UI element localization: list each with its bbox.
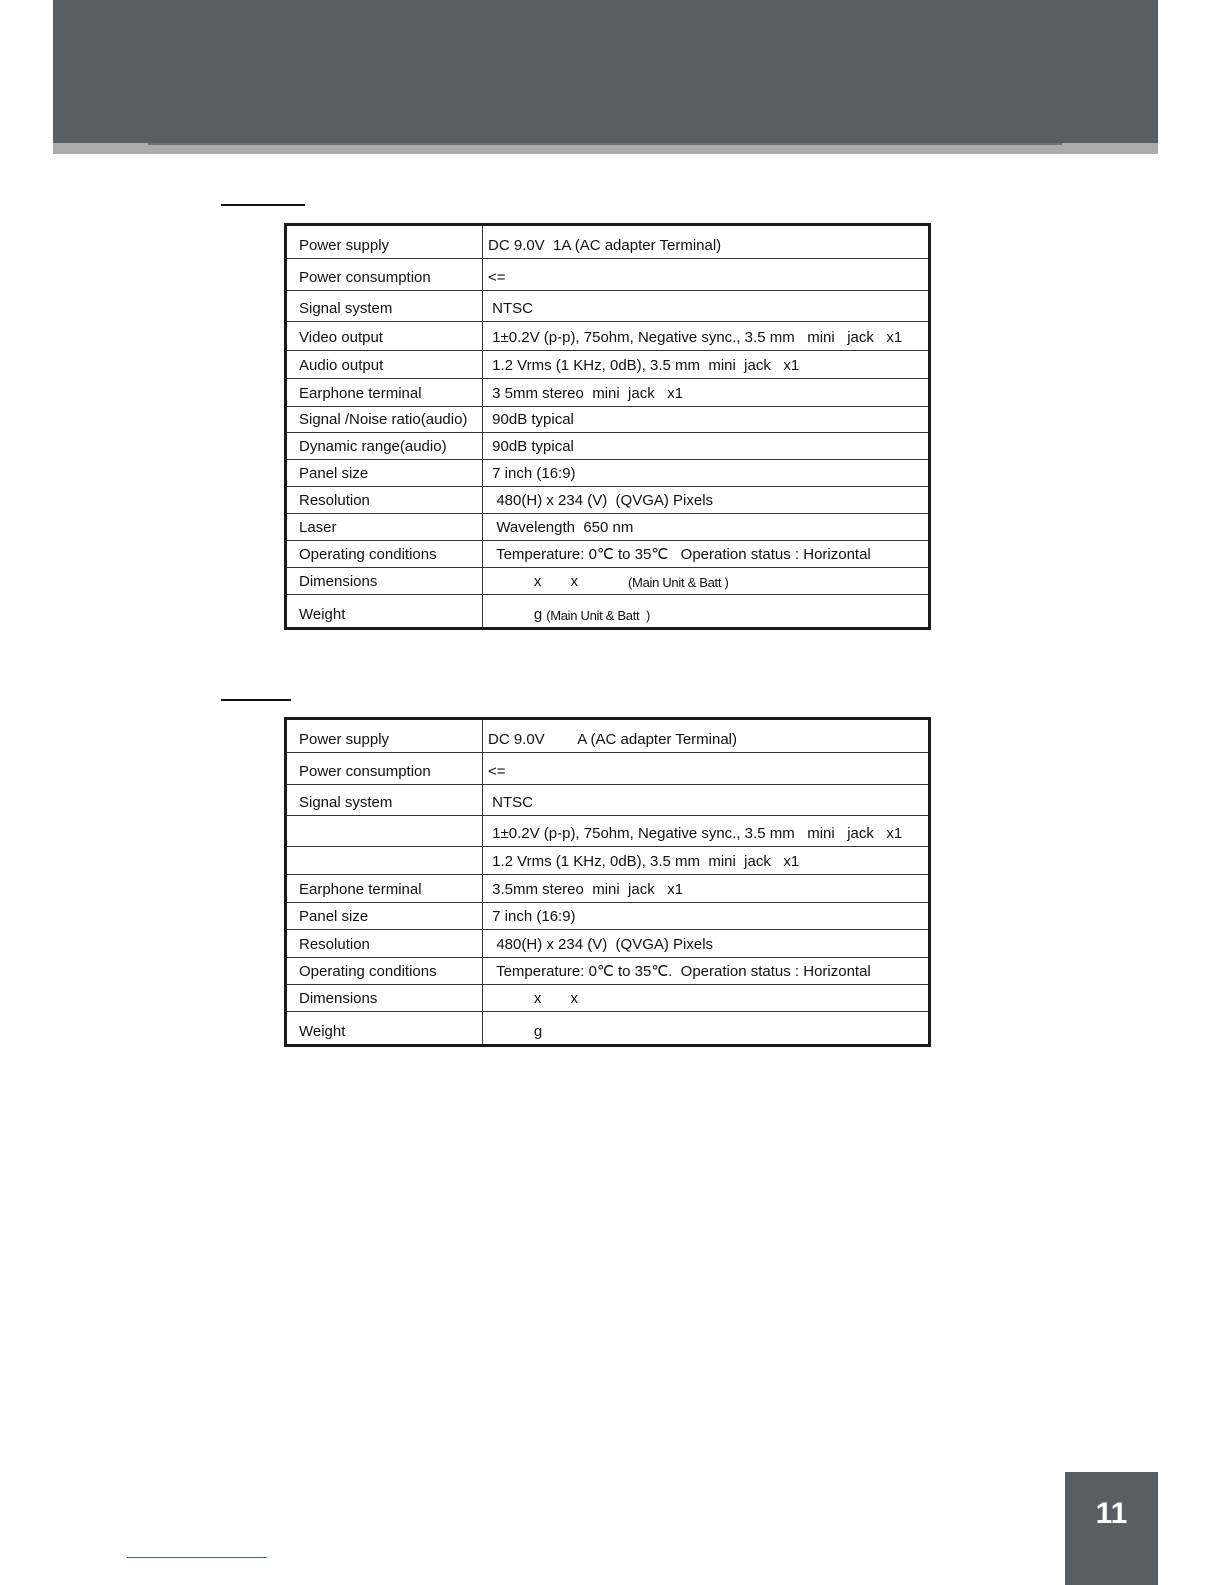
weight-note: (Main Unit & Batt ) [546,608,650,623]
row-label: Panel size [287,903,483,929]
table-row [287,514,928,541]
row-label: Power supply [287,720,483,752]
section-2-heading-underline [221,699,291,701]
row-label: Laser [287,514,483,540]
table-row [287,259,928,291]
row-value: Wavelength 650 nm [488,519,634,536]
table-row [287,541,928,568]
row-value: 480(H) x 234 (V) (QVGA) Pixels [488,936,714,953]
row-label: Power consumption [287,259,483,290]
dimensions-value: x x [488,573,579,590]
table-row [287,720,928,753]
table-row [287,753,928,785]
row-value: 480(H) x 234 (V) (QVGA) Pixels [488,492,714,509]
table-row [287,487,928,514]
row-label: Weight [287,595,483,627]
row-value: 90dB typical [488,411,574,428]
spec-table-2 [284,717,931,1047]
row-value: x x [488,990,579,1007]
header-rule-inner [148,143,1062,145]
table-row [287,322,928,351]
table-row [287,847,928,875]
row-value: 3.5mm stereo mini jack x1 [488,881,684,898]
table-row [287,816,928,847]
table-row [287,1012,928,1044]
row-label: Operating conditions [287,958,483,984]
row-value: 90dB typical [488,438,574,455]
table-row [287,460,928,487]
row-label: Operating conditions [287,541,483,567]
row-value: 1±0.2V (p-p), 75ohm, Negative sync., 3.5 mm mini jack x1 [488,329,903,346]
row-value: g [488,1023,543,1040]
table-row [287,568,928,595]
row-label: Audio output [287,351,483,378]
row-label: Resolution [287,930,483,957]
row-label: Signal system [287,785,483,815]
header-band [53,0,1158,143]
page-number: 11 [1095,1497,1128,1530]
row-value: 7 inch (16:9) [488,465,576,482]
section-1-heading-underline [221,204,305,206]
table-row [287,351,928,379]
row-value: 1.2 Vrms (1 KHz, 0dB), 3.5 mm mini jack x1 [488,853,800,870]
row-value: DC 9.0V 1A (AC adapter Terminal) [488,237,722,254]
table-row [287,785,928,816]
row-label: Weight [287,1012,483,1044]
row-label: Dimensions [287,985,483,1011]
row-value [483,573,928,594]
table-row [287,407,928,433]
row-label: Earphone terminal [287,379,483,406]
footer-link-line [127,1557,267,1558]
table-row [287,958,928,985]
table-row [287,903,928,930]
table-row [287,226,928,259]
row-label: Earphone terminal [287,875,483,902]
row-value [483,606,928,627]
row-label: Panel size [287,460,483,486]
row-value: NTSC [488,794,533,811]
row-value: <= [488,763,506,780]
table-row [287,875,928,903]
row-value: 7 inch (16:9) [488,908,576,925]
row-label: Resolution [287,487,483,513]
table-row [287,930,928,958]
row-label: Dimensions [287,568,483,594]
table-row [287,379,928,407]
row-value: <= [488,269,506,286]
table-row [287,985,928,1012]
row-label: Power supply [287,226,483,258]
row-value: DC 9.0V A (AC adapter Terminal) [488,731,737,748]
row-value: NTSC [488,300,533,317]
row-value: 1±0.2V (p-p), 75ohm, Negative sync., 3.5 mm mini jack x1 [488,825,903,842]
weight-value: g [488,606,543,623]
table-row [287,595,928,627]
table-row [287,291,928,322]
table-row [287,433,928,460]
row-label: Signal system [287,291,483,321]
row-label [287,847,483,874]
row-value: Temperature: 0℃ to 35℃. Operation status : Horizontal [488,963,871,980]
row-label [287,816,483,846]
row-value: Temperature: 0℃ to 35℃ Operation status : Horizontal [488,546,871,563]
row-label: Video output [287,322,483,350]
row-label: Power consumption [287,753,483,784]
spec-table-1 [284,223,931,630]
row-label: Signal /Noise ratio(audio) [287,407,483,432]
dimensions-note: (Main Unit & Batt ) [628,575,729,590]
row-value: 1.2 Vrms (1 KHz, 0dB), 3.5 mm mini jack x1 [488,357,800,374]
row-label: Dynamic range(audio) [287,433,483,459]
row-value: 3 5mm stereo mini jack x1 [488,385,684,402]
